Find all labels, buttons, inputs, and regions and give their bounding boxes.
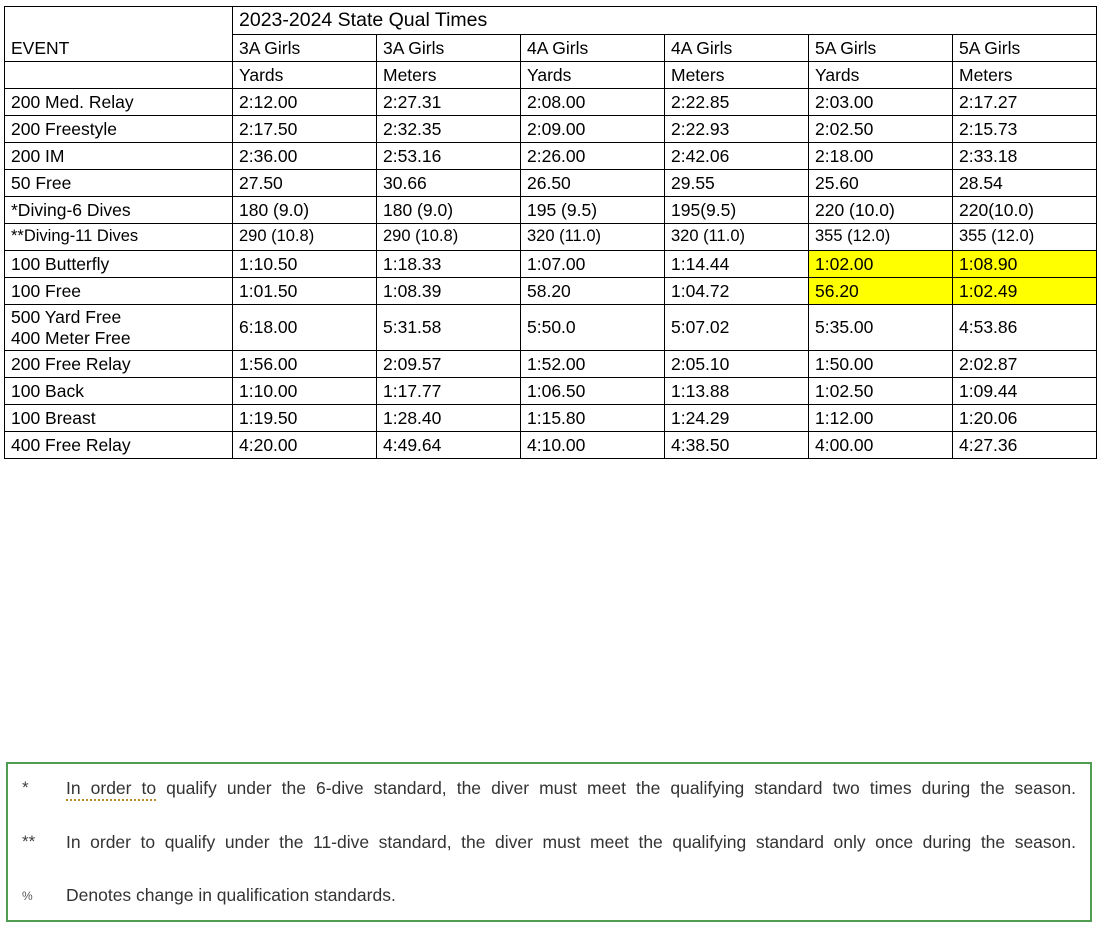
row-cell: 2:26.00 bbox=[521, 143, 665, 170]
row-cell: 1:04.72 bbox=[665, 278, 809, 305]
row-cell: 30.66 bbox=[377, 170, 521, 197]
row-event-label: 100 Butterfly bbox=[5, 251, 233, 278]
row-event-label: 50 Free bbox=[5, 170, 233, 197]
column-header-class-5: 5A Girls bbox=[809, 35, 953, 62]
row-cell: 1:56.00 bbox=[233, 351, 377, 378]
row-cell: 2:22.93 bbox=[665, 116, 809, 143]
column-header-event: EVENT bbox=[5, 7, 233, 62]
row-cell-highlighted: 1:08.90 bbox=[953, 251, 1097, 278]
row-cell: 1:18.33 bbox=[377, 251, 521, 278]
row-cell: 26.50 bbox=[521, 170, 665, 197]
column-header-unit-5: Yards bbox=[809, 62, 953, 89]
footnote-text-underlined: In order to bbox=[66, 778, 156, 801]
row-cell: 2:36.00 bbox=[233, 143, 377, 170]
row-cell: 2:42.06 bbox=[665, 143, 809, 170]
footnote-marker-percent: % bbox=[22, 889, 33, 904]
table-row bbox=[5, 305, 1097, 351]
table-row bbox=[5, 170, 1097, 197]
row-cell: 5:31.58 bbox=[377, 305, 521, 351]
row-cell: 2:32.35 bbox=[377, 116, 521, 143]
row-cell: 2:33.18 bbox=[953, 143, 1097, 170]
row-cell: 2:15.73 bbox=[953, 116, 1097, 143]
row-cell: 2:53.16 bbox=[377, 143, 521, 170]
state-qual-times-table bbox=[4, 6, 1097, 459]
row-cell: 2:02.87 bbox=[953, 351, 1097, 378]
row-cell: 2:18.00 bbox=[809, 143, 953, 170]
row-event-label: **Diving-11 Dives bbox=[5, 224, 233, 251]
row-cell: 355 (12.0) bbox=[953, 224, 1097, 251]
row-event-label: 100 Breast bbox=[5, 405, 233, 432]
footnote-marker: ** bbox=[22, 831, 36, 851]
row-cell: 1:07.00 bbox=[521, 251, 665, 278]
row-cell: 1:20.06 bbox=[953, 405, 1097, 432]
row-cell: 195(9.5) bbox=[665, 197, 809, 224]
row-cell: 2:02.50 bbox=[809, 116, 953, 143]
row-cell: 1:24.29 bbox=[665, 405, 809, 432]
column-header-class-6: 5A Girls bbox=[953, 35, 1097, 62]
row-cell: 1:08.39 bbox=[377, 278, 521, 305]
row-cell: 1:10.50 bbox=[233, 251, 377, 278]
table-row bbox=[5, 405, 1097, 432]
column-header-class-4: 4A Girls bbox=[665, 35, 809, 62]
row-cell: 220(10.0) bbox=[953, 197, 1097, 224]
row-cell: 320 (11.0) bbox=[521, 224, 665, 251]
column-header-class-3: 4A Girls bbox=[521, 35, 665, 62]
column-header-unit-4: Meters bbox=[665, 62, 809, 89]
row-cell: 2:17.50 bbox=[233, 116, 377, 143]
footnote-text-rest: qualify under the 6-dive standard, the diver must meet the qualifying standard two times during the season. bbox=[156, 778, 1076, 798]
row-cell: 2:22.85 bbox=[665, 89, 809, 116]
row-cell: 4:49.64 bbox=[377, 432, 521, 459]
table-row bbox=[5, 89, 1097, 116]
row-event-label: 400 Free Relay bbox=[5, 432, 233, 459]
row-cell: 29.55 bbox=[665, 170, 809, 197]
state-qual-times-table-container bbox=[4, 6, 1102, 459]
row-cell: 1:17.77 bbox=[377, 378, 521, 405]
row-event-label: *Diving-6 Dives bbox=[5, 197, 233, 224]
row-cell: 2:03.00 bbox=[809, 89, 953, 116]
row-cell: 2:09.00 bbox=[521, 116, 665, 143]
table-row bbox=[5, 432, 1097, 459]
row-cell: 1:06.50 bbox=[521, 378, 665, 405]
row-cell: 1:01.50 bbox=[233, 278, 377, 305]
column-header-unit-3: Yards bbox=[521, 62, 665, 89]
column-header-unit-1: Yards bbox=[233, 62, 377, 89]
row-cell: 290 (10.8) bbox=[377, 224, 521, 251]
row-cell: 4:53.86 bbox=[953, 305, 1097, 351]
table-row bbox=[5, 224, 1097, 251]
row-cell: 220 (10.0) bbox=[809, 197, 953, 224]
row-cell: 6:18.00 bbox=[233, 305, 377, 351]
table-row bbox=[5, 197, 1097, 224]
row-cell: 1:09.44 bbox=[953, 378, 1097, 405]
footnote-item bbox=[22, 830, 1076, 880]
footnotes-box bbox=[6, 762, 1092, 922]
row-cell: 2:12.00 bbox=[233, 89, 377, 116]
table-header-row-units bbox=[5, 62, 1097, 89]
row-cell: 5:35.00 bbox=[809, 305, 953, 351]
row-cell: 1:02.50 bbox=[809, 378, 953, 405]
row-cell-highlighted: 1:02.49 bbox=[953, 278, 1097, 305]
table-title: 2023-2024 State Qual Times bbox=[233, 7, 1097, 35]
footnote-text: Denotes change in qualification standards. bbox=[66, 885, 396, 906]
row-event-label-line2: 400 Meter Free bbox=[11, 327, 131, 348]
row-cell-highlighted: 56.20 bbox=[809, 278, 953, 305]
row-cell: 1:28.40 bbox=[377, 405, 521, 432]
row-cell: 1:10.00 bbox=[233, 378, 377, 405]
row-event-label: 200 Freestyle bbox=[5, 116, 233, 143]
footnote-text: In order to qualify under the 11-dive standard, the diver must meet the qualifying standard only once during the season. bbox=[66, 831, 1076, 852]
row-cell: 1:15.80 bbox=[521, 405, 665, 432]
row-cell: 180 (9.0) bbox=[233, 197, 377, 224]
column-header-class-1: 3A Girls bbox=[233, 35, 377, 62]
table-row bbox=[5, 378, 1097, 405]
row-cell: 4:27.36 bbox=[953, 432, 1097, 459]
row-cell: 1:12.00 bbox=[809, 405, 953, 432]
row-cell: 1:13.88 bbox=[665, 378, 809, 405]
row-cell: 4:20.00 bbox=[233, 432, 377, 459]
table-row bbox=[5, 278, 1097, 305]
row-cell: 27.50 bbox=[233, 170, 377, 197]
footnote-marker: * bbox=[22, 778, 29, 797]
row-event-label bbox=[5, 305, 233, 351]
row-cell: 320 (11.0) bbox=[665, 224, 809, 251]
row-event-label: 200 IM bbox=[5, 143, 233, 170]
table-row bbox=[5, 116, 1097, 143]
row-event-label: 100 Free bbox=[5, 278, 233, 305]
row-cell: 5:07.02 bbox=[665, 305, 809, 351]
row-cell: 180 (9.0) bbox=[377, 197, 521, 224]
row-cell: 1:14.44 bbox=[665, 251, 809, 278]
row-cell: 195 (9.5) bbox=[521, 197, 665, 224]
footnote-item bbox=[22, 776, 1076, 826]
table-header-row-title bbox=[5, 7, 1097, 35]
column-header-units-blank bbox=[5, 62, 233, 89]
row-cell: 1:50.00 bbox=[809, 351, 953, 378]
row-cell: 5:50.0 bbox=[521, 305, 665, 351]
row-cell: 2:09.57 bbox=[377, 351, 521, 378]
row-cell: 1:19.50 bbox=[233, 405, 377, 432]
row-cell: 4:38.50 bbox=[665, 432, 809, 459]
table-row bbox=[5, 251, 1097, 278]
row-cell: 355 (12.0) bbox=[809, 224, 953, 251]
row-cell: 4:10.00 bbox=[521, 432, 665, 459]
row-cell: 2:17.27 bbox=[953, 89, 1097, 116]
table-row bbox=[5, 143, 1097, 170]
row-cell: 28.54 bbox=[953, 170, 1097, 197]
row-cell-highlighted: 1:02.00 bbox=[809, 251, 953, 278]
row-cell: 25.60 bbox=[809, 170, 953, 197]
row-cell: 58.20 bbox=[521, 278, 665, 305]
row-cell: 2:08.00 bbox=[521, 89, 665, 116]
table-row bbox=[5, 351, 1097, 378]
row-cell: 2:05.10 bbox=[665, 351, 809, 378]
column-header-unit-2: Meters bbox=[377, 62, 521, 89]
row-cell: 4:00.00 bbox=[809, 432, 953, 459]
column-header-unit-6: Meters bbox=[953, 62, 1097, 89]
footnote-text bbox=[66, 776, 1076, 826]
row-cell: 2:27.31 bbox=[377, 89, 521, 116]
row-event-label: 100 Back bbox=[5, 378, 233, 405]
row-event-label-line1: 500 Yard Free bbox=[11, 307, 122, 327]
column-header-class-2: 3A Girls bbox=[377, 35, 521, 62]
row-event-label: 200 Free Relay bbox=[5, 351, 233, 378]
row-cell: 1:52.00 bbox=[521, 351, 665, 378]
row-cell: 290 (10.8) bbox=[233, 224, 377, 251]
row-event-label: 200 Med. Relay bbox=[5, 89, 233, 116]
footnote-item bbox=[22, 883, 1076, 908]
